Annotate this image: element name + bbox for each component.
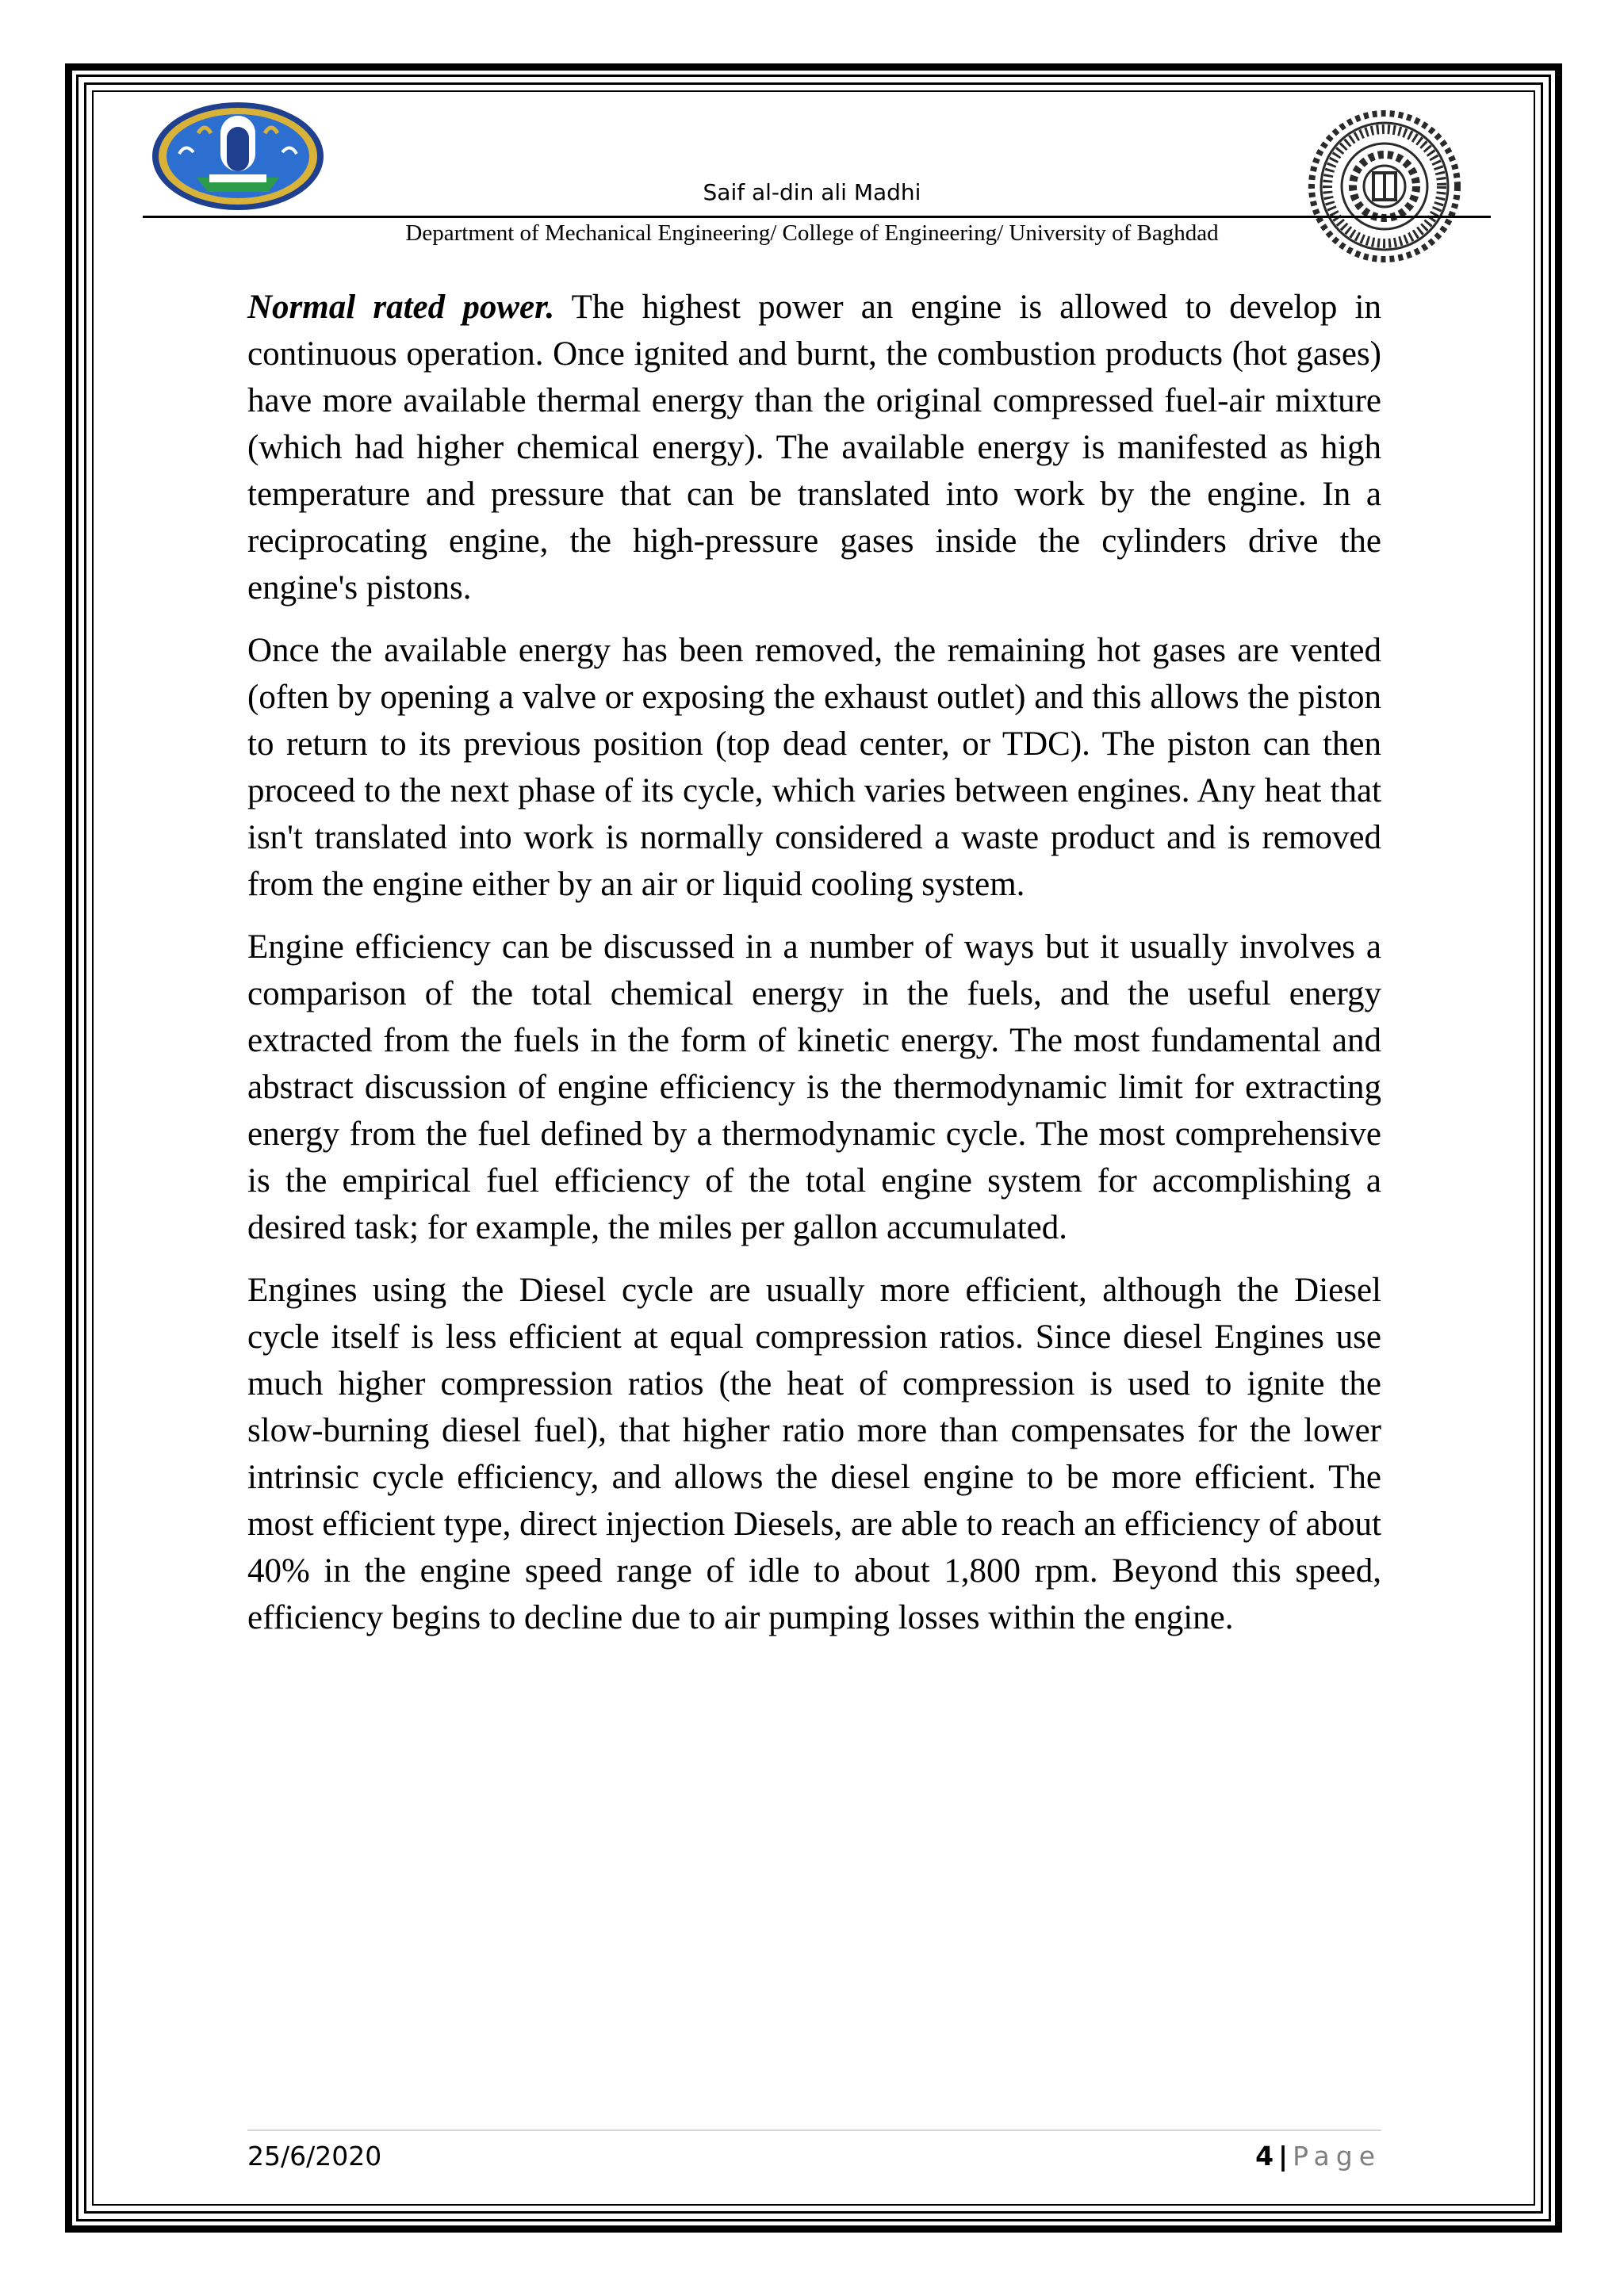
author-name: Saif al-din ali Madhi	[703, 179, 921, 205]
term-heading: Normal rated power.	[247, 289, 555, 326]
paragraph-exhaust: Once the available energy has been removed, the remaining hot gases are vented (often by opening a valve or exposing the exhaust outlet) and this allows the piston to return to its previous position (top dead center, or TDC). The piston can then proceed to the next phase of its cycle, which varies between engines. Any heat that isn't translated into work is normally considered a waste product and is removed from the engine either by an air or liquid cooling system.	[247, 632, 1381, 903]
paragraph-engine-efficiency: Engine efficiency can be discussed in a number of ways but it usually involves a comparison of the total chemical energy in the fuels, and the useful energy extracted from the fuels in the form of kinetic energy. The most fundamental and abstract discussion of engine efficiency is the thermodynamic limit for extracting energy from the fuel defined by a thermodynamic cycle. The most comprehensive is the empirical fuel efficiency of the total engine system for accomplishing a desired task; for example, the miles per gallon accumulated.	[247, 928, 1381, 1246]
paragraph-diesel-cycle: Engines using the Diesel cycle are usually more efficient, although the Diesel cycle itself is less efficient at equal compression ratios. Since diesel Engines use much higher compression ratios (the heat of compression is used to ignite the slow-burning diesel fuel), that higher ratio more than compensates for the lower intrinsic cycle efficiency, and allows the diesel engine to be more efficient. The most efficient type, direct injection Diesels, are able to reach an efficiency of about 40% in the engine speed range of idle to about 1,800 rpm. Beyond this speed, efficiency begins to decline due to air pumping losses within the engine.	[247, 1272, 1381, 1636]
page-separator: |	[1278, 2141, 1289, 2172]
page-indicator	[1255, 2141, 1381, 2172]
document-body	[247, 284, 1381, 1657]
page-number: 4	[1255, 2141, 1274, 2172]
paragraph-text: The highest power an engine is allowed to develop in continuous operation. Once ignited and burnt, the combustion products (hot gases) have more available thermal energy than the original compressed fuel-air mixture (which had higher chemical energy). The available energy is manifested as high temperature and pressure that can be translated into work by the engine. In a reciprocating engine, the high-pressure gases inside the cylinders drive the engine's pistons.	[247, 289, 1381, 607]
department-line: Department of Mechanical Engineering/ College of Engineering/ University of Baghdad	[405, 220, 1219, 246]
paragraph-normal-rated-power	[247, 284, 1381, 611]
page-word: Page	[1293, 2141, 1381, 2172]
footer-divider	[247, 2130, 1381, 2131]
header-divider	[143, 216, 1491, 218]
footer-date: 25/6/2020	[247, 2141, 382, 2172]
